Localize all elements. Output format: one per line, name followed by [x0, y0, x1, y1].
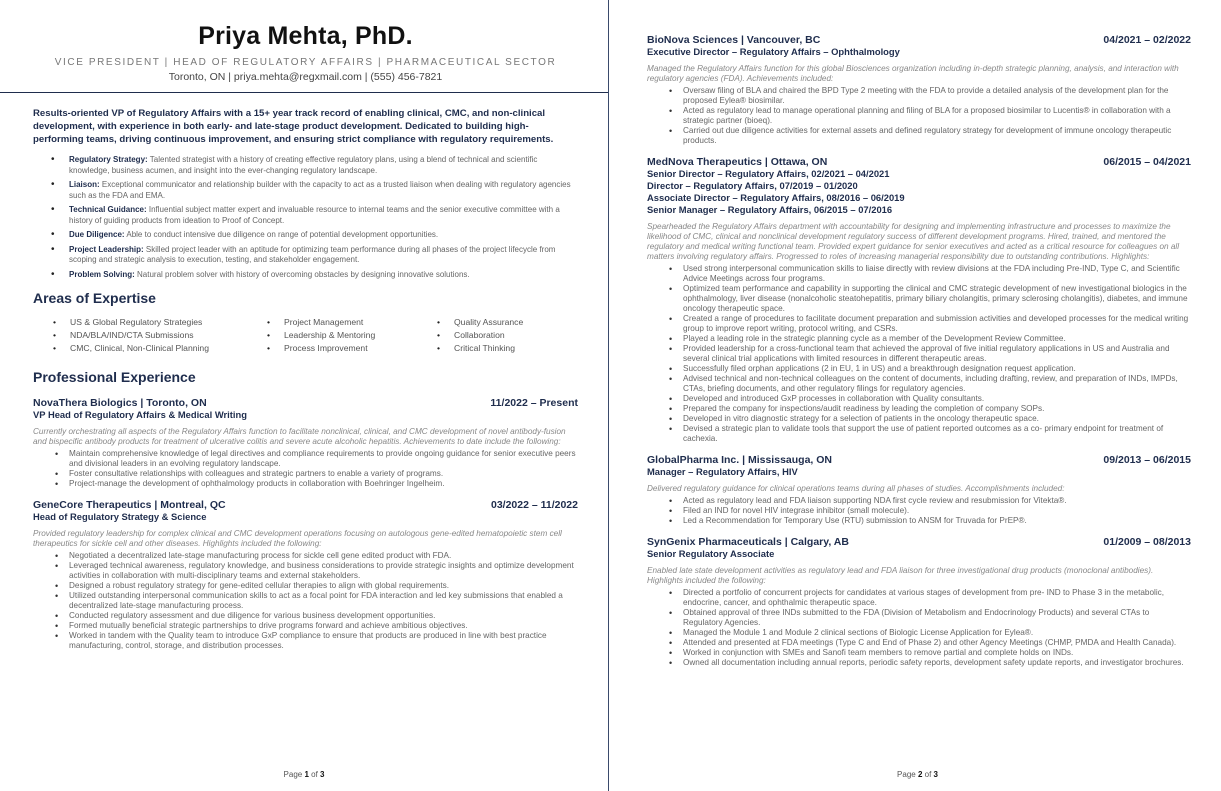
job-title: Senior Manager – Regulatory Affairs, 06/2015 – 07/2016 [647, 204, 893, 215]
footer-page-number: 1 [304, 770, 309, 779]
footer-of: of [308, 770, 321, 779]
achievement-item: • Obtained approval of three INDs submitted to the FDA (Division of Metabolism and Endocrinology Products) and several CTAs to Regulatory Agencies. [669, 608, 1191, 628]
job-header [647, 156, 1191, 168]
achievement-item: • Optimized team performance and capability in supporting the clinical and CMC strategic development of new investigational biologics in the ophthalmology, liver disease (nonalcoholic steatohepatitis, primary biliary cholangitis, primary sclerosing cholangitis), diabetes, and immune oncology therapeutic space. [669, 284, 1191, 314]
achievement-item: • Created a range of procedures to facilitate document preparation and submission activities and developed processes for the medical writing group to improve report writing, protocol writing, and CSRs. [669, 314, 1191, 334]
achievement-item: • Owned all documentation including annual reports, periodic safety reports, development safety update reports, and investigator brochures. [669, 658, 1191, 668]
job-dates: 09/2013 – 06/2015 [1103, 454, 1191, 466]
achievement-item: • Filed an IND for novel HIV integrase inhibitor (small molecule). [669, 506, 1191, 516]
page-footer-1 [0, 770, 608, 779]
candidate-tagline: VICE PRESIDENT | HEAD OF REGULATORY AFFAIRS | PHARMACEUTICAL SECTOR [54, 57, 557, 68]
achievement-item: • Managed the Module 1 and Module 2 clinical sections of Biologic License Application for Eylea®. [669, 628, 1191, 638]
header-divider [0, 92, 608, 93]
job-entry [33, 499, 578, 651]
skill-item [51, 230, 578, 241]
achievement-item: • Directed a portfolio of concurrent projects for candidates at various stages of development from pre- IND to Phase 3 in the metabolic, endocrine, cancer, and ophthalmic therapeutic space. [669, 588, 1191, 608]
achievement-item: • Used strong interpersonal communication skills to liaise directly with review divisions at the FDA including Pre-IND, Type C, and Scientific Advice Meetings across four programs. [669, 264, 1191, 284]
skill-label: Regulatory Strategy: [69, 155, 148, 164]
footer-prefix: Page [897, 770, 918, 779]
expertise-item: • US & Global Regulatory Strategies [53, 316, 267, 329]
job-title: Senior Regulatory Associate [647, 548, 775, 559]
job-company: GeneCore Therapeutics | Montreal, QC [33, 499, 226, 511]
expertise-item: • Quality Assurance [437, 316, 523, 329]
job-achievements [55, 449, 578, 489]
expertise-item: • NDA/BLA/IND/CTA Submissions [53, 329, 267, 342]
skill-label: Liaison: [69, 180, 100, 189]
expertise-column-1 [53, 316, 267, 355]
job-entry [647, 34, 1191, 146]
job-description: Enabled late state development activities as regulatory lead and FDA liaison for three investigational drug products (monoclonal antibodies). Highlights included the following: [647, 566, 1154, 585]
job-header [647, 34, 1191, 46]
achievement-item: • Developed and introduced GxP processes in collaboration with Quality consultants. [669, 394, 1191, 404]
achievement-item: • Worked in conjunction with SMEs and Sanofi team members to remove partial and complete holds on INDs. [669, 648, 1191, 658]
achievement-item: • Project-manage the development of ophthalmology products in collaboration with Boehringer Ingelheim. [55, 479, 578, 489]
experience-list-page-2 [647, 0, 1191, 668]
achievement-item: • Provided leadership for a cross-functional team that achieved the approval of five initial regulatory applications in US and Australia and several clinical trial applications with limited resources in different therapeutic areas. [669, 344, 1191, 364]
job-description: Delivered regulatory guidance for clinical operations teams during all phases of studies. Accomplishments included: [647, 484, 1065, 493]
job-achievements [669, 264, 1191, 444]
page-footer-2 [614, 770, 1221, 779]
achievement-item: • Devised a strategic plan to validate tools that support the use of patient reported outcomes as a co- primary endpoint for treatment of cachexia. [669, 424, 1191, 444]
job-company: SynGenix Pharmaceuticals | Calgary, AB [647, 536, 849, 548]
skill-text: Able to conduct intensive due diligence on range of potential development opportunities. [124, 230, 439, 239]
skill-label: Technical Guidance: [69, 205, 147, 214]
contact-info: Toronto, ON | priya.mehta@regxmail.com | (555) 456-7821 [168, 71, 443, 83]
achievement-item: • Formed mutually beneficial strategic partnerships to drive programs forward and achieve ambitious objectives. [55, 621, 578, 631]
achievement-item: • Designed a robust regulatory strategy for gene-edited cellular therapies to align with global requirements. [55, 581, 578, 591]
job-achievements [55, 551, 578, 651]
footer-of: of [922, 770, 934, 779]
job-entry [647, 454, 1191, 526]
skill-item [51, 270, 578, 281]
skill-item [51, 180, 578, 201]
candidate-name: Priya Mehta, PhD. [198, 22, 413, 50]
job-entry [33, 397, 578, 489]
achievement-item: • Developed in vitro diagnostic strategy for a selection of patients in the oncology therapeutic space. [669, 414, 1191, 424]
achievement-item: • Worked in tandem with the Quality team to introduce GxP compliance to ensure that products are produced in line with best practice manufacturing, control, storage, and distribution processes. [55, 631, 578, 651]
footer-prefix: Page [283, 770, 305, 779]
job-title: Senior Director – Regulatory Affairs, 02/2021 – 04/2021 [647, 168, 890, 179]
resume-page-1 [0, 0, 608, 791]
achievement-item: • Acted as regulatory lead to manage operational planning and filing of BLA for a proposed biosimilar to Lucentis® in collaboration with a strategic partner (bioeq). [669, 106, 1191, 126]
job-dates: 06/2015 – 04/2021 [1103, 156, 1191, 168]
achievement-item: • Foster consultative relationships with colleagues and strategic partners to enable a variety of programs. [55, 469, 578, 479]
achievement-item: • Played a leading role in the strategic planning cycle as a member of the Development Review Committee. [669, 334, 1191, 344]
job-entry [647, 156, 1191, 444]
achievement-item: • Leveraged technical awareness, regulatory knowledge, and business considerations to provide strategic insights and optimize development activities in collaboration with multi-disciplinary teams and external stakeholders. [55, 561, 578, 581]
skill-label: Project Leadership: [69, 244, 144, 254]
skill-text: Natural problem solver with history of overcoming obstacles by designing innovative solutions. [134, 269, 470, 279]
achievement-item: • Conducted regulatory assessment and due diligence for various business development opportunities. [55, 611, 578, 621]
resume-page-2 [614, 0, 1221, 791]
job-description: Managed the Regulatory Affairs function for this global Biosciences organization including in-depth strategic planning, analysis, and interaction with regulatory agencies (FDA). Achievements included: [647, 64, 1179, 83]
skill-text: Skilled project leader with an aptitude for optimizing team performance during all phases of the project lifecycle from scoping and strategic analysis to execution, testing, and stakeholder engagement. [69, 244, 556, 264]
expertise-grid [53, 316, 578, 355]
job-dates: 03/2022 – 11/2022 [490, 499, 578, 511]
job-achievements [669, 588, 1191, 668]
job-dates: 01/2009 – 08/2013 [1103, 536, 1191, 548]
expertise-item: • CMC, Clinical, Non-Clinical Planning [53, 342, 267, 355]
job-title: Executive Director – Regulatory Affairs – Ophthalmology [647, 46, 900, 57]
job-title: VP Head of Regulatory Affairs & Medical Writing [33, 409, 247, 420]
achievement-item: • Acted as regulatory lead and FDA liaison supporting NDA first cycle review and resubmission for Vitekta®. [669, 496, 1191, 506]
job-company: BioNova Sciences | Vancouver, BC [647, 34, 821, 46]
expertise-column-3 [437, 316, 523, 355]
job-achievements [669, 496, 1191, 526]
achievement-item: • Carried out due diligence activities for external assets and defined regulatory strategy for development of immune oncology therapeutic products. [669, 126, 1191, 146]
job-title: Head of Regulatory Strategy & Science [33, 511, 207, 522]
job-entry [647, 536, 1191, 668]
skill-item [51, 205, 578, 226]
skill-item [51, 155, 578, 176]
expertise-item: • Leadership & Mentoring [267, 329, 437, 342]
job-description: Spearheaded the Regulatory Affairs department with accountability for designing and implementing infrastructure and processes to maximize the likelihood of CMC, clinical and nonclinical development regulatory success of different development programs. Hired, trained, and mentored the regulatory and medical writing functional team. Provided expert guidance for senior executives and acted as a critical resource for colleagues on all matters involving regulatory affairs. Progressed to roles of increasing managerial responsibility due to outstanding contributions. Highlights: [647, 222, 1180, 261]
job-company: MedNova Therapeutics | Ottawa, ON [647, 156, 828, 168]
skill-text: Exceptional communicator and relationship builder with the capacity to act as a trusted liaison when dealing with regulatory agencies such as the FDA and EMA. [69, 180, 571, 200]
skill-text: Talented strategist with a history of creating effective regulatory plans, using a blend of technical and scientific knowledge, business acumen, and insight into the ever-changing regulatory landscape. [69, 155, 538, 175]
job-title: Director – Regulatory Affairs, 07/2019 – 01/2020 [647, 180, 858, 191]
experience-list-page-1 [33, 397, 578, 651]
job-header [647, 536, 1191, 548]
job-achievements [669, 86, 1191, 146]
footer-page-total: 3 [933, 770, 938, 779]
footer-page-total: 3 [320, 770, 325, 779]
job-header [33, 499, 578, 511]
job-company: GlobalPharma Inc. | Mississauga, ON [647, 454, 832, 466]
achievement-item: • Maintain comprehensive knowledge of legal directives and compliance requirements to provide ongoing guidance for senior executive peers and divisional leaders in an evolving regulatory landscape. [55, 449, 578, 469]
job-title: Manager – Regulatory Affairs, HIV [647, 466, 798, 477]
skill-label: Due Diligence: [69, 230, 125, 239]
expertise-item: • Project Management [267, 316, 437, 329]
job-dates: 11/2022 – Present [490, 397, 578, 409]
job-description: Currently orchestrating all aspects of the Regulatory Affairs function to facilitate nonclinical, clinical, and CMC development of novel antibody-fusion and bispecific antibody products for treatment of ulcerative colitis and severe acute alcoholic hepatitis. Achievements to date include the following: [33, 427, 566, 446]
achievement-item: • Negotiated a decentralized late-stage manufacturing process for sickle cell gene edited product with FDA. [55, 551, 578, 561]
experience-heading: Professional Experience [33, 369, 196, 385]
achievement-item: • Led a Recommendation for Temporary Use (RTU) submission to ANSM for Truvada for PrEP®. [669, 516, 1191, 526]
job-title: Associate Director – Regulatory Affairs, 08/2016 – 06/2019 [647, 192, 905, 203]
job-header [647, 454, 1191, 466]
skill-item [51, 245, 578, 266]
achievement-item: • Advised technical and non-technical colleagues on the content of documents, including drafting, review, and preparation of INDs, IMPDs, CTAs, briefing documents, and other regulatory filings for regulatory agencies. [669, 374, 1191, 394]
footer-page-number: 2 [917, 770, 923, 779]
expertise-item: • Critical Thinking [437, 342, 523, 355]
skill-text: Influential subject matter expert and invaluable resource to internal teams and the senior executive committee with a history of guiding products from ideation to Proof of Concept. [69, 205, 560, 225]
job-company: NovaThera Biologics | Toronto, ON [33, 397, 207, 409]
expertise-heading: Areas of Expertise [33, 290, 156, 306]
job-header [33, 397, 578, 409]
core-skills-list [51, 155, 578, 280]
expertise-item: • Collaboration [437, 329, 523, 342]
job-dates: 04/2021 – 02/2022 [1103, 34, 1191, 46]
professional-summary: Results-oriented VP of Regulatory Affairs with a 15+ year track record of enabling clinical, CMC, and non-clinical development, with experience in both early- and late-stage product development. Dedicated to building high-performing teams, driving continuous improvement, and ensuring strict compliance with regulatory requirements. [33, 108, 554, 145]
achievement-item: • Successfully filed orphan applications (2 in EU, 1 in US) and a breakthrough designation request application. [669, 364, 1191, 374]
achievement-item: • Oversaw filing of BLA and chaired the BPD Type 2 meeting with the FDA to provide a detailed analysis of the development plan for the proposed Eylea® biosimilar. [669, 86, 1191, 106]
achievement-item: • Utilized outstanding interpersonal communication skills to act as a focal point for FDA interaction and led key submissions that enabled a decentralized late-stage manufacturing process. [55, 591, 578, 611]
job-description: Provided regulatory leadership for complex clinical and CMC development operations focusing on autologous gene-edited hematopoietic stem cell therapeutics for sickle cell and other diseases. Highlights included the following: [33, 529, 562, 548]
expertise-item: • Process Improvement [267, 342, 437, 355]
achievement-item: • Attended and presented at FDA meetings (Type C and End of Phase 2) and other Agency Meetings (CHMP, PMDA and Health Canada). [669, 638, 1191, 648]
expertise-column-2 [267, 316, 437, 355]
achievement-item: • Prepared the company for inspections/audit readiness by leading the completion of company SOPs. [669, 404, 1191, 414]
skill-label: Problem Solving: [69, 269, 135, 279]
